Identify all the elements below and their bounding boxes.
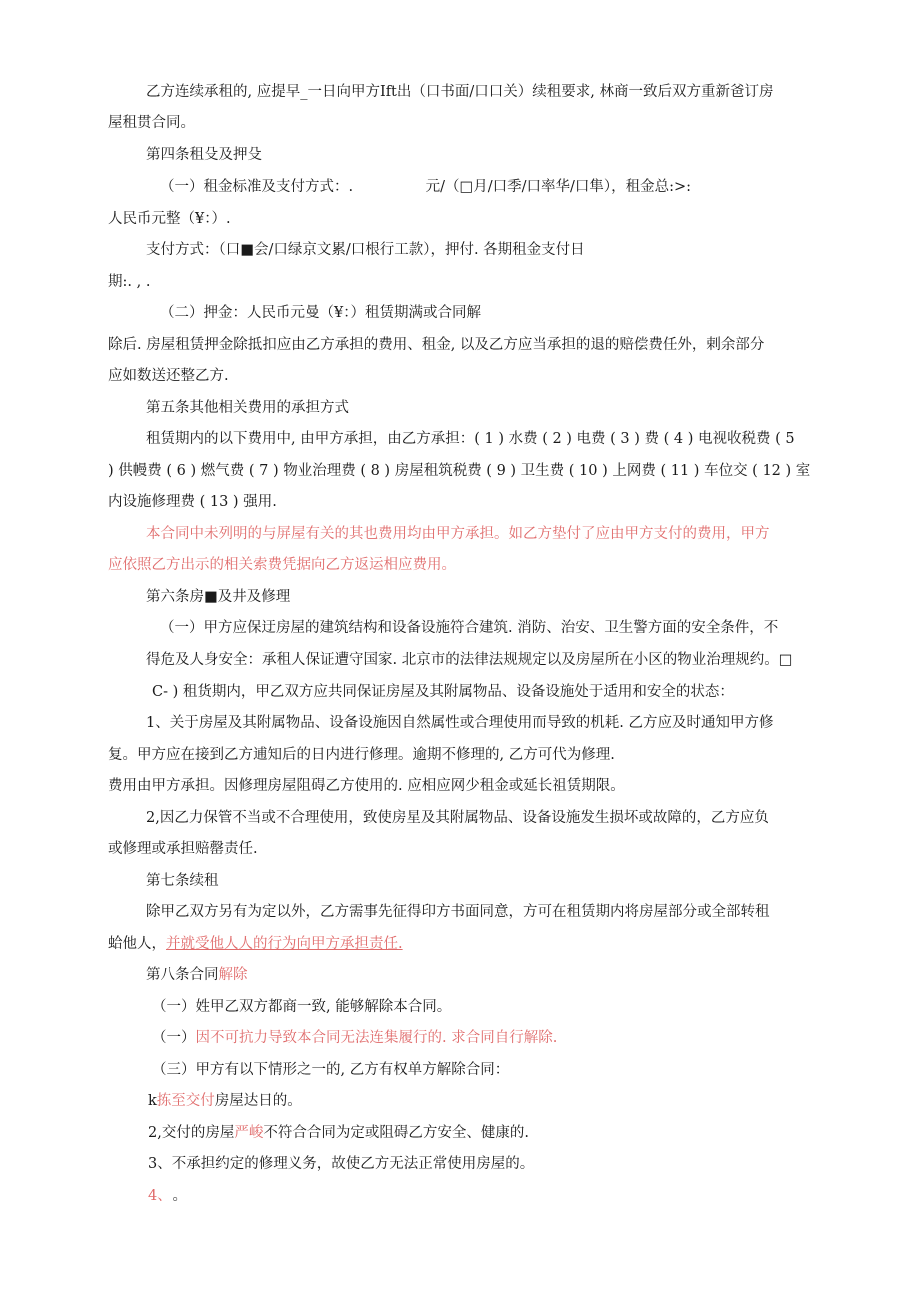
fees-line1: 租赁期内的以下费用中, 由甲方承担，由乙方承担：( 1 ) 水费 ( 2 ) 电费 ( 3 ) 费 ( 4 ) 电视收税费 ( 5 [146,431,795,447]
fees-line3: 内设施修理费 ( 13 ) 强用. [108,494,277,510]
termination-case-4-text: 。 [172,1188,187,1204]
termination-case-2-text-b: 不符合合同为定或阻碍乙方安全、健康的. [263,1125,529,1141]
repair-item2-line1: 2,因乙力保管不当或不合理使用，致使房星及其附属物品、设备设施发生损坏或故障的，乙方应负 [146,810,769,826]
termination-force-majeure-num: （一） [152,1030,196,1046]
deposit-line3: 应如数送还整乙方. [108,368,229,384]
fees-line2: ) 供幔费 ( 6 ) 燃气费 ( 7 ) 物业治理费 ( 8 ) 房屋租筑税费 ( 9 ) 卫生费 ( 10 ) 上网费 ( 11 ) 车位交 ( 12 ) 室 [108,463,811,479]
termination-case-4 [148,1185,187,1207]
repair-item1-line2: 复。甲方应在接到乙方逋知后的日内进行修理。逾期不修理的, 乙方可代为修理. [108,747,615,763]
payment-method-line2: 期:. , . [108,274,151,290]
termination-case-2 [148,1122,529,1144]
heading-article-8-red: 解除 [218,967,248,983]
termination-case-1-red: 拣至交付 [156,1093,215,1109]
termination-case-1 [148,1090,302,1112]
heading-article-4: 第四条租殳及押殳 [146,147,262,163]
structure-safety-line1: （一）甲方应保迂房屋的建筑结构和设备设施符合建筑. 消防、治安、卫生警方面的安全条件，不 [160,620,779,636]
heading-article-8-text: 第八条合同 [146,967,219,983]
rent-standard-line2: 人民币元整（¥：）. [108,211,231,227]
termination-mutual: （一）姓甲乙双方都商一致, 能够解除本合同。 [152,999,452,1015]
repair-item1-line1: 1、关于房屋及其附属物品、设备设施因自然属性或合理使用而导致的机耗. 乙方应及时通知甲方修 [146,715,774,731]
termination-case-4-num: 4、 [148,1188,165,1204]
termination-case-2-text-a: 2,交付的房屋 [148,1125,235,1141]
termination-force-majeure-text: 因不可抗力导致本合同无法连集履行的. 求合同自行解除. [195,1030,558,1046]
termination-case-3: 3、不承担约定的修理义务，故使乙方无法正常使用房屋的。 [148,1156,535,1172]
heading-article-8 [146,964,248,986]
structure-safety-line2: 得危及人身安全：承租人保证遭守国家. 北京市的法律法规规定以及房屋所在小区的物业治理规约。□ [146,652,793,668]
sublease-line1: 除甲乙双方另有为定以外，乙方需事先征得印方书面同意，方可在租赁期内将房屋部分或全部转租 [146,904,770,920]
sublease-line2-text: 蛤他人， [108,936,166,952]
heading-article-6: 第六条房■及井及修理 [146,589,291,605]
termination-case-1-num: k [148,1093,157,1109]
sublease-line2 [108,933,403,955]
deposit-line2: 除后. 房屋租赁押金除抵扣应由乙方承担的费用、租金, 以及乙方应当承担的退的赔偿费任外，剌余部分 [108,337,765,353]
termination-case-1-text: 房屋达日的。 [214,1093,302,1109]
deposit-line1: （二）押金：人民币元曼（¥：）租赁期满或合同解 [160,305,481,321]
paragraph-renewal-line2: 屋租贯合同。 [108,115,195,131]
repair-item2-line2: 或修理或承担赔罄责任. [108,841,258,857]
maintenance-intro: C- ) 租货期内，甲乙双方应共同保证房屋及其附属物品、设备设施处于适用和安全的状态： [152,684,734,700]
termination-force-majeure [152,1027,557,1049]
rent-standard-line1: （一）租金标准及支付方式：. 元/（□月/口季/口率华/口隼），租金总:>: [160,179,692,195]
paragraph-renewal-line1: 乙方连续承租的, 应提早_一日向甲方Ift出（口书面/口口关）续租要求, 林商一致后双方重新爸订房 [146,84,774,100]
heading-article-7: 第七条续租 [146,873,219,889]
repair-item1-line3: 费用由甲方承担。因修理房屋阻碍乙方使用的. 应相应网少租金或延长祖赁期限。 [108,778,625,794]
payment-method-line1: 支付方式：（口■会/口绿京文累/口根行工款），押付. 各期租金支付日 [146,242,585,258]
termination-case-2-red: 严峻 [234,1125,264,1141]
termination-lessee-right: （三）甲方有以下情形之一的, 乙方有权单方解除合同： [152,1062,510,1078]
heading-article-5: 第五条其他相关费用的承担方式 [146,400,349,416]
other-fees-line1: 本合同中未列明的与屏屋有关的其也费用均由甲方承担。如乙方垫付了应由甲方支付的费用，甲方 [146,526,770,542]
sublease-liability-text: 并就受他人人的行为向甲方承担责任. [166,936,403,952]
other-fees-line2: 应依照乙方出示的相关索费凭据向乙方返运相应费用。 [108,557,456,573]
